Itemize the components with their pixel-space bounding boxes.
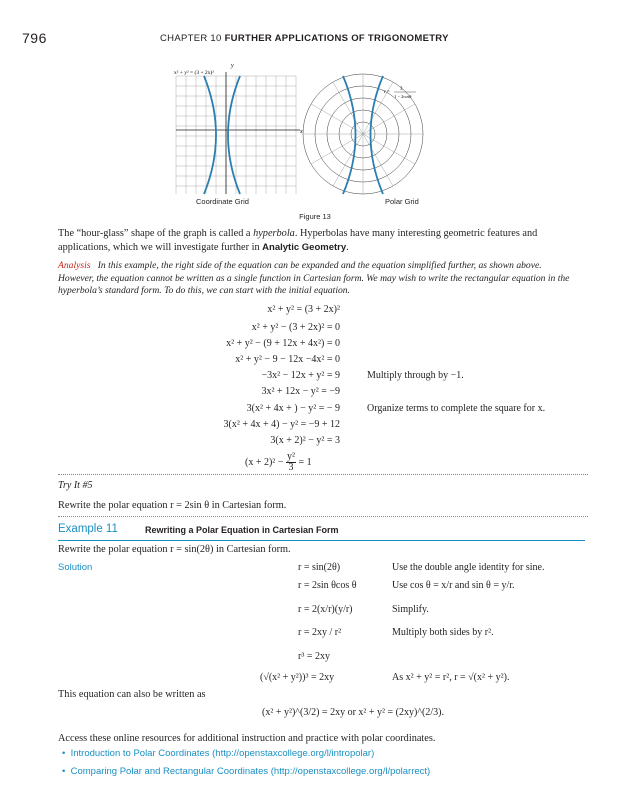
solution-note-3: Simplify. [392,604,429,615]
last-eq-right: = 1 [298,456,312,468]
derivation-eq-9: 3(x + 2)² − y² = 3 [270,435,340,446]
right-caption: Polar Grid [385,197,419,206]
intro-text-3: . [346,242,349,253]
solution-note-4: Multiply both sides by r². [392,627,494,638]
solution-eq-3: r = 2(x/r)(y/r) [298,604,353,615]
right-equation-r: r = [384,90,390,95]
solution-label: Solution [58,562,93,573]
coordinate-grid [176,72,300,194]
left-caption: Coordinate Grid [196,197,249,206]
derivation-note-7: Organize terms to complete the square for x. [367,403,546,414]
right-equation-numerator: 3 [400,87,403,92]
example-title: Rewriting a Polar Equation in Cartesian Form [145,525,339,535]
figure-13 [168,62,460,210]
last-eq-den: 3 [288,462,294,473]
derivation-eq-2: x² + y² − (3 + 2x)² = 0 [251,322,340,333]
last-eq-num: y² [286,451,295,462]
also-equation: (x² + y²)^(3/2) = 2xy or x² + y² = (2xy)^(2/3). [262,707,444,718]
example-label: Example 11 [58,523,118,535]
polar-hyperbola-right [371,76,384,194]
also-text: This equation can also be written as [58,689,206,700]
left-equation: x² + y² = (3 + 2x)² [174,70,214,76]
polar-hyperbola-left [343,76,356,194]
solution-note-1: Use the double angle identity for sine. [392,562,545,573]
derivation-eq-5: −3x² − 12x + y² = 9 [261,370,340,381]
resource-link-1[interactable]: • Introduction to Polar Coordinates (http://openstaxcollege.org/l/intropolar) [62,748,375,759]
intro-paragraph [58,227,588,255]
derivation-eq-3: x² + y² − (9 + 12x + 4x²) = 0 [226,338,340,349]
try-it-label: Try It #5 [58,480,93,491]
chapter-label: CHAPTER 10 [160,33,222,44]
page-number: 796 [22,30,47,46]
last-eq-left: (x + 2)² − [245,456,284,468]
chapter-header [160,33,449,44]
resource-link-text-1[interactable]: Introduction to Polar Coordinates (http://openstaxcollege.org/l/intropolar) [70,748,375,759]
derivation-note-5: Multiply through by −1. [367,370,464,381]
derivation-eq-7: 3(x² + 4x + ) − y² = − 9 [246,403,340,414]
resource-link-text-2[interactable]: Comparing Polar and Rectangular Coordinates (http://openstaxcollege.org/l/polarrect) [70,766,431,777]
divider [58,474,588,475]
derivation-eq-6: 3x² + 12x − y² = −9 [261,386,340,397]
solution-eq-1: r = sin(2θ) [298,562,341,573]
solution-eq-6: (√(x² + y²))³ = 2xy [260,672,335,683]
resource-link-2[interactable]: • Comparing Polar and Rectangular Coordinates (http://openstaxcollege.org/l/polarrect) [62,766,431,777]
left-axis-x: x [300,129,303,135]
right-equation-denominator: 1 − 2cosθ [394,94,412,99]
try-it-text: Rewrite the polar equation r = 2sin θ in Cartesian form. [58,500,287,511]
analytic-geometry-link[interactable]: Analytic Geometry [262,242,347,253]
solution-note-6: As x² + y² = r², r = √(x² + y²). [392,672,510,683]
example-rule [58,540,585,541]
intro-text-2: . Hyperbolas have many interesting geometric features and applications, which we will investigate further in [58,228,538,253]
left-axis-y: y [231,63,234,69]
analysis-label: Analysis [58,260,91,271]
chapter-title: FURTHER APPLICATIONS OF TRIGONOMETRY [224,33,449,44]
derivation-eq-4: x² + y² − 9 − 12x −4x² = 0 [235,354,340,365]
analysis-text: In this example, the right side of the equation can be expanded and the equation simplified further, as shown above. However, the equation cannot be written as a single function in Cartesian form. We may wish to write the rectangular equation in the hyperbola’s standard form. To do this, we can start with the initial equation. [58,260,570,296]
figure-label: Figure 13 [299,212,331,221]
intro-text-1: The “hour-glass” shape of the graph is called a [58,228,254,239]
derivation-eq-1: x² + y² = (3 + 2x)² [267,304,340,315]
derivation-last-eq [245,452,312,473]
solution-eq-5: r³ = 2xy [298,651,330,662]
solution-note-2: Use cos θ = x/r and sin θ = y/r. [392,580,515,591]
analysis-paragraph [58,260,578,298]
resources-intro: Access these online resources for additional instruction and practice with polar coordinates. [58,733,436,744]
hyperbola-right-branch [228,76,240,194]
example-prompt: Rewrite the polar equation r = sin(2θ) in Cartesian form. [58,544,291,555]
solution-eq-4: r = 2xy / r² [298,627,342,638]
intro-italic: hyperbola [253,228,295,239]
derivation-eq-8: 3(x² + 4x + 4) − y² = −9 + 12 [223,419,340,430]
divider [58,516,588,517]
solution-eq-2: r = 2sin θcos θ [298,580,357,591]
